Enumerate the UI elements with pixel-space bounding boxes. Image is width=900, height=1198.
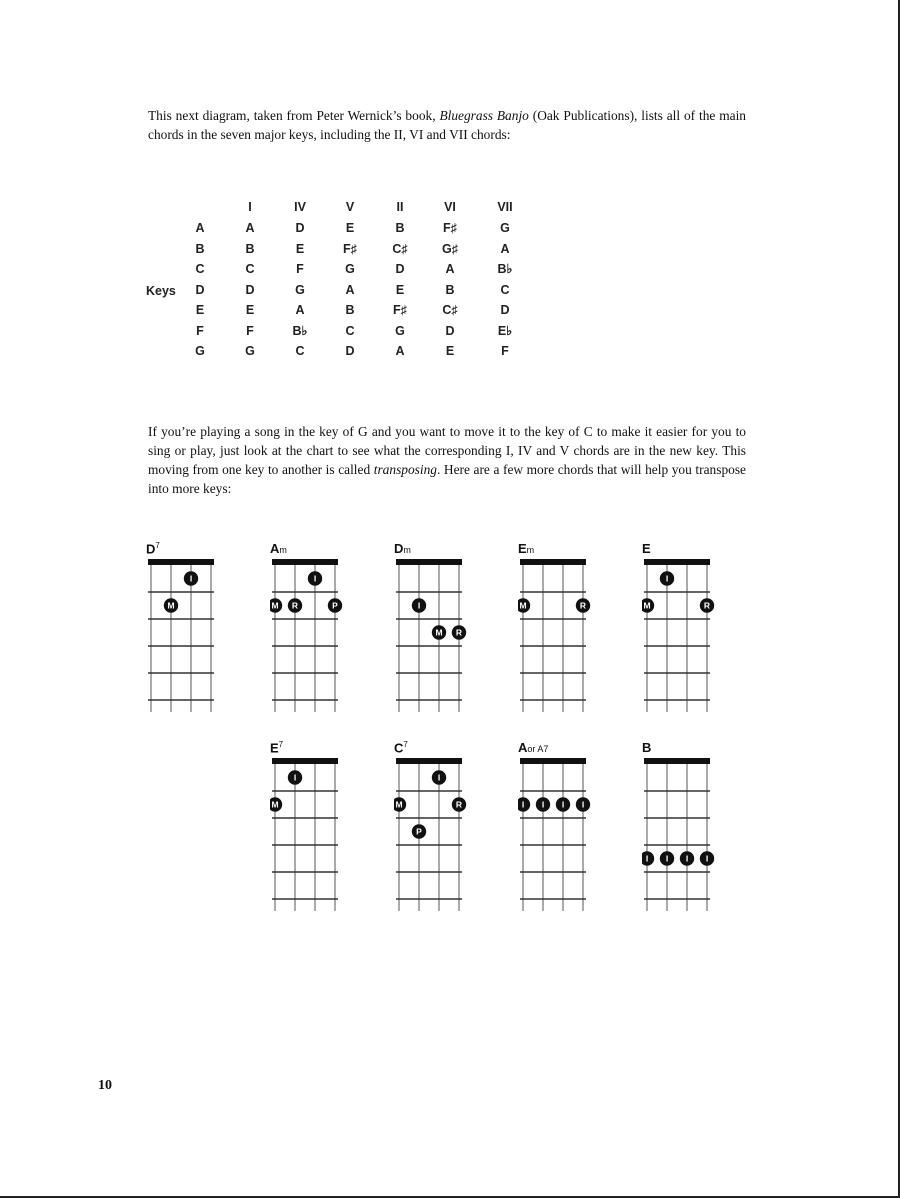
finger-label: I: [665, 573, 669, 584]
chord-diagram: [146, 541, 216, 731]
transpose-text-end: . Here are a few more chords that will help you transpose into more keys:: [148, 462, 746, 496]
finger-label: M: [519, 600, 527, 611]
table-header: IV: [294, 200, 306, 214]
finger-label: R: [703, 600, 711, 611]
finger-label: I: [645, 853, 649, 864]
table-cell: C: [295, 344, 305, 358]
finger-label: I: [581, 799, 585, 810]
finger-label: I: [437, 772, 441, 783]
table-cell: B♭: [292, 323, 308, 338]
table-cell: F♯: [393, 303, 407, 317]
chord-root: D: [146, 541, 156, 557]
chord-root: E: [270, 740, 279, 756]
finger-label: I: [313, 573, 317, 584]
finger-label: I: [541, 799, 545, 810]
finger-label: M: [643, 600, 651, 611]
transpose-paragraph: [148, 422, 746, 498]
fretboard: [642, 557, 716, 721]
chord-name: [518, 740, 548, 755]
transpose-text: If you’re playing a song in the key of G and you want to move it to the key of C to make it easier for you to sing or play, just look at the chart to see what the corresponding I, IV and V chords are in the new key. This moving from one key to another is called: [148, 424, 746, 477]
nut: [272, 559, 338, 565]
finger-label: R: [455, 627, 463, 638]
fretboard: [270, 756, 344, 920]
page-number: 10: [98, 1078, 112, 1093]
table-key-cell: A: [195, 221, 205, 235]
finger-label: I: [705, 853, 709, 864]
finger-label: I: [561, 799, 565, 810]
finger-label: P: [332, 600, 338, 611]
table-cell: D: [500, 303, 510, 317]
table-cell: F: [501, 344, 509, 358]
chord-root: D: [394, 541, 404, 556]
table-cell: C: [245, 262, 255, 276]
transposing-term: transposing: [373, 462, 437, 477]
finger-label: R: [579, 600, 587, 611]
chord-root: C: [394, 740, 404, 756]
chord-name: [518, 541, 534, 556]
table-header: II: [396, 200, 404, 214]
table-cell: B: [445, 282, 455, 297]
table-cell: G: [500, 221, 510, 235]
chord-suffix: m: [279, 545, 287, 555]
table-cell: B: [395, 221, 405, 235]
fretboard: [394, 756, 468, 920]
table-cell: A: [445, 262, 455, 276]
intro-paragraph: [148, 106, 746, 144]
table-cell: B: [245, 241, 255, 256]
table-cell: D: [245, 282, 255, 297]
fretboard: [146, 557, 220, 721]
chord-suffix: 7: [278, 740, 284, 749]
table-cell: C♯: [392, 241, 408, 256]
chord-root: A: [270, 541, 280, 556]
table-cell: C♯: [442, 303, 458, 317]
table-header: V: [345, 200, 355, 214]
chord-diagram: [642, 740, 712, 930]
finger-label: R: [455, 799, 463, 810]
nut: [520, 559, 586, 565]
chord-diagram: [394, 740, 464, 930]
chord-diagram: [270, 541, 340, 731]
finger-label: I: [293, 772, 297, 783]
nut: [520, 758, 586, 764]
table-cell: B♭: [497, 262, 513, 276]
chord-suffix: 7: [403, 740, 408, 749]
book-title: Bluegrass Banjo: [439, 108, 529, 123]
table-cell: E: [445, 344, 455, 358]
chord-suffix: 7: [155, 541, 160, 550]
table-key-cell: G: [195, 344, 205, 358]
finger-label: I: [189, 573, 193, 584]
intro-text: This next diagram, taken from Peter Wernick’s book,: [148, 108, 440, 123]
table-cell: A: [395, 344, 405, 358]
chord-name: [642, 541, 651, 556]
table-cell: F: [246, 323, 254, 338]
table-cell: A: [245, 221, 255, 235]
table-cell: G: [395, 323, 405, 338]
table-cell: E: [245, 303, 255, 317]
table-cell: C: [500, 282, 510, 297]
finger-label: I: [685, 853, 689, 864]
intro-text-end: (Oak Publications), lists all of the main chords in the seven major keys, including the II, VI and VII chords:: [148, 108, 746, 142]
finger-label: I: [665, 853, 669, 864]
keys-label: Keys: [146, 284, 176, 298]
finger-label: M: [167, 600, 175, 611]
chord-diagram: [518, 541, 588, 731]
table-cell: G: [295, 282, 305, 297]
table-header: I: [248, 200, 252, 214]
chord-diagram: [642, 541, 712, 731]
chord-suffix: m: [403, 545, 411, 555]
table-cell: E: [295, 241, 305, 256]
finger-label: I: [417, 600, 421, 611]
finger-label: M: [271, 600, 279, 611]
chord-root: B: [642, 740, 652, 755]
table-key-cell: D: [195, 282, 205, 297]
finger-label: P: [416, 826, 422, 837]
nut: [396, 758, 462, 764]
table-cell: D: [345, 344, 355, 358]
table-cell: G♯: [442, 241, 458, 256]
table-key-cell: F: [196, 323, 204, 338]
table-key-cell: B: [195, 241, 205, 256]
table-cell: D: [395, 262, 405, 276]
chord-name: [270, 541, 287, 556]
nut: [148, 559, 214, 565]
table-cell: A: [295, 303, 305, 317]
table-cell: E♭: [497, 323, 513, 338]
table-cell: A: [345, 282, 355, 297]
chord-suffix: m: [526, 545, 535, 555]
table-cell: G: [245, 344, 255, 358]
chord-root: E: [518, 541, 527, 556]
table-header: VI: [444, 200, 456, 214]
fretboard: [394, 557, 468, 721]
chord-name: [394, 541, 411, 556]
nut: [644, 559, 710, 565]
chord-name: [394, 740, 408, 755]
finger-label: M: [435, 627, 443, 638]
nut: [644, 758, 710, 764]
table-key-cell: C: [195, 262, 205, 276]
chord-root: A: [518, 740, 528, 755]
fretboard: [518, 557, 592, 721]
nut: [272, 758, 338, 764]
table-header: VII: [497, 200, 513, 214]
chord-name: [270, 740, 283, 755]
chord-name: [146, 541, 160, 556]
table-cell: E: [395, 282, 405, 297]
finger-label: I: [521, 799, 525, 810]
table-cell: F♯: [343, 241, 357, 256]
fretboard: [642, 756, 716, 920]
table-cell: G: [345, 262, 355, 276]
table-cell: E: [345, 221, 355, 235]
chord-diagram: [270, 740, 340, 930]
table-cell: F♯: [443, 221, 457, 235]
chord-diagram: [394, 541, 464, 731]
table-cell: A: [500, 241, 510, 256]
table-cell: D: [295, 221, 305, 235]
fretboard: [518, 756, 592, 920]
finger-label: R: [291, 600, 299, 611]
chord-suffix: or A7: [527, 744, 549, 754]
chord-root: E: [642, 541, 651, 556]
table-cell: D: [445, 323, 455, 338]
chord-diagram: [518, 740, 588, 930]
nut: [396, 559, 462, 565]
table-cell: B: [345, 303, 355, 317]
finger-label: M: [271, 799, 279, 810]
finger-label: M: [395, 799, 403, 810]
chord-name: [642, 740, 651, 755]
table-cell: F: [296, 262, 304, 276]
table-key-cell: E: [195, 303, 205, 317]
table-cell: C: [345, 323, 355, 338]
fretboard: [270, 557, 344, 721]
